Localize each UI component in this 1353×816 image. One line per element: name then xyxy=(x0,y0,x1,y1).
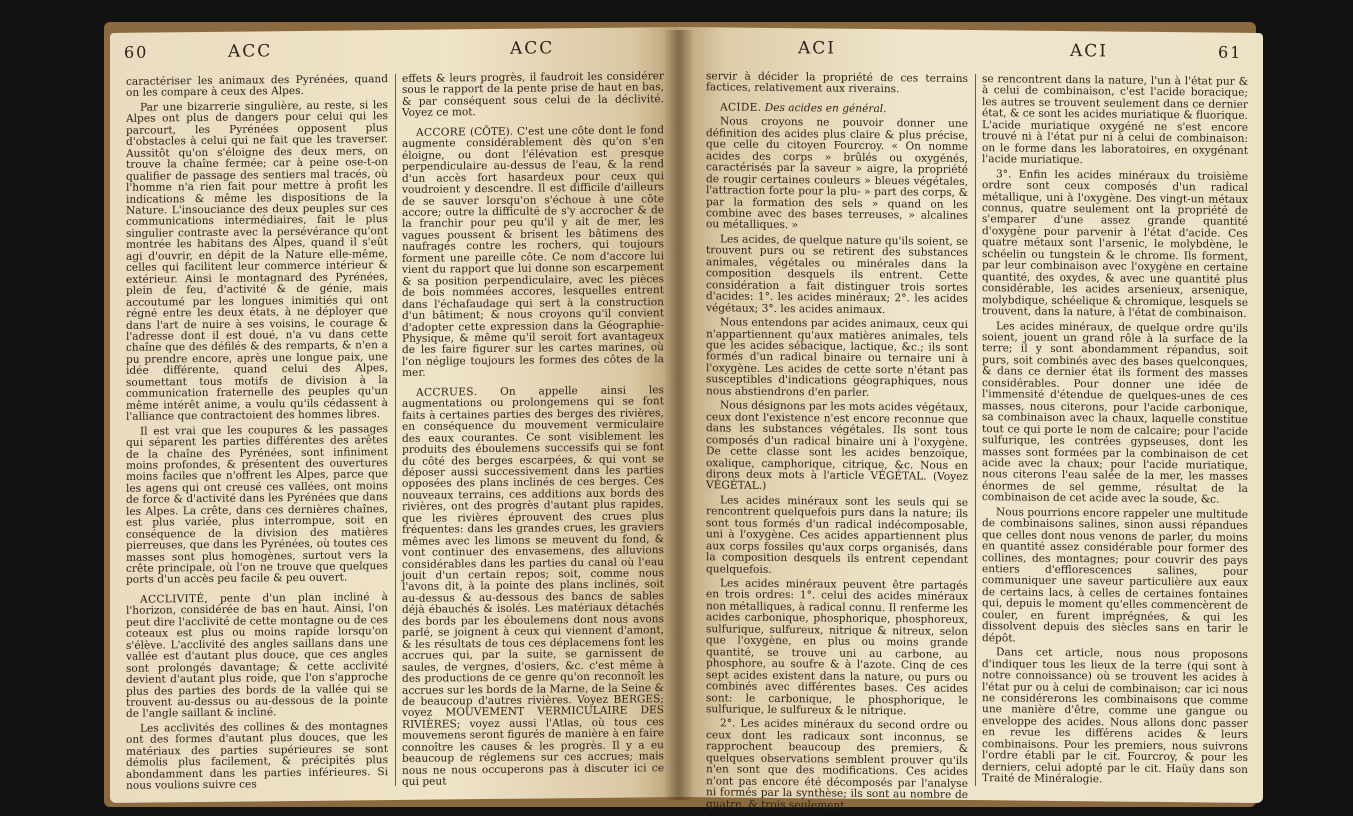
paragraph: Nous désignons par les mots acides végétaux, ceux dont l'existence n'est encore reconnue que dans les substances végétales. Ils sont tous composés d'un radical binaire uni à l'oxygène. De cette classe sont les acides benzoïque, oxalique, camphorique, citrique, &c. Nous en dirons deux mots à l'article VÉGÉTAL. (Voyez VÉGÉTAL.) xyxy=(706,399,968,493)
right-page xyxy=(678,27,1263,812)
paragraph: 2°. Les acides minéraux du second ordre ou ceux dont les radicaux sont inconnus, se rapprochent beaucoup des premiers, & quelques observations semblent prouver qu'ils n'en sont que des modifications. Ces acides n'ont pas encore été décomposés par l'analyse ni formés par la synthèse; ils sont au nombre de quatre, & trois seulement xyxy=(706,717,968,812)
paragraph: effets & leurs progrès, il faudroit les considérer sous le rapport de la pente prise de haut en bas, & par conséquent sous celui de la déclivité. Voyez ce mot. xyxy=(402,70,664,120)
entry-acide xyxy=(706,102,968,116)
entry-term: ACCLIVITÉ xyxy=(140,592,205,606)
paragraph: Par une bizarrerie singulière, au reste, si les Alpes ont plus de dangers pour celui qui les parcourt, les Pyrénées opposent plus d'obstacles à celui qui ne fait que les traverser. Aussitôt qu'on s'éloigne des deux mers, on trouve la chaîne fermée; car à peine ose-t-on qualifier de passage des sentiers mal tracés, où l'homme n'a rien fait pour mettre à profit les indications & même les dispositions de la Nature. L'insouciance des deux peuples sur ces communications intermédiaires, fait le plus singulier contraste avec la persévérance qu'ont montrée les habitans des Alpes, quand il s'eût agi d'ouvrir, en dépit de la Nature elle-même, celles qui facilitent leur commerce intérieur & extérieur. Ainsi le montagnard des Pyrénées, plein de feu, d'activité & de génie, mais accoutumé par les longues inimitiés qui ont régné entre les deux états, à ne déployer que dans l'art de nuire à ses voisins, le courage & l'adresse dont il est doué, n'a vu dans cette chaîne que des défilés & des remparts, & n'en a pu prendre encore, après une longue paix, une idée différente, quand celui des Alpes, soumettant tous motifs de division à la communication fraternelle des peuples qu'un même intérêt anime, a voulu qu'ils cédassent à l'alliance que contractoient des hommes libres. xyxy=(126,98,388,423)
entry-accore xyxy=(402,125,664,380)
entry-subtitle: Des acides en général. xyxy=(764,101,887,116)
running-head-right: ACI xyxy=(1070,41,1108,62)
right-page-column-1 xyxy=(706,70,968,812)
entry-accrues xyxy=(402,385,664,789)
right-page-column-2 xyxy=(982,74,1248,789)
paragraph: Nous pourrions encore rappeler une multitude de combinaisons salines, sinon aussi répandues que celles dont nous venons de parler, du moins en quantité assez considérable pour former des collines, des montagnes; pour couvrir des pays entiers d'efflorescences salines, pour communiquer une saveur particulière aux eaux de certains lacs, à celles de certaines fontaines qui, depuis le moment qu'elles commencèrent de couler, en furent imprégnées, & qui les dissolvent depuis des siècles sans en tarir le dépôt. xyxy=(982,506,1248,645)
entry-acclivite xyxy=(126,592,388,721)
running-head-right: ACC xyxy=(510,38,555,59)
column-rule xyxy=(975,74,976,786)
entry-term: ACCRUES xyxy=(416,385,474,399)
left-page-column-2 xyxy=(402,70,664,789)
right-page-header xyxy=(678,35,1263,69)
paragraph: Les acides minéraux, de quelque ordre qu'ils soient, jouent un grand rôle à la surface de la terre; il y sont abondamment répandus, soit purs, soit combinés avec des bases quelconques, & dans ce dernier état ils forment des masses considérables. Pour donner une idée de l'immensité d'étendue de quelques-unes de ces masses, nous citerons, pour l'acide carbonique, sa combinaison avec la chaux, laquelle constitue tout ce qui porte le nom de calcaire; pour l'acide sulfurique, les contrées gypseuses, dont les masses sont formées par la combinaison de cet acide avec la chaux; pour l'acide muriatique, nous citerons l'eau salée de la mer, les masses énormes de sel gemme, résultat de la combinaison de cet acide avec la soude, &c. xyxy=(982,319,1248,506)
entry-text: , pente d'un plan incliné à l'horizon, considérée de bas en haut. Ainsi, l'on peut dire l'acclivité de cette montagne ou de ces coteaux est plus ou moins rapide lorsqu'on s'élève. L'acclivité des angles saillans dans une vallée est d'autant plus douce, que ces angles sont prolongés davantage; & cette acclivité devient d'autant plus roide, que l'on s'approche plus des parties des bords de la vallée qui se trouvent au-dessus ou au-dessous de la pointe de l'angle saillant & incliné. xyxy=(126,591,388,721)
paragraph: Dans cet article, nous nous proposons d'indiquer tous les lieux de la terre (qui sont à notre connoissance) où se trouvent les acides à l'état pur ou à celui de combinaison; car ici nous ne considérerons les combinaisons que comme une manière d'être, comme une gangue ou enveloppe des acides. Nous allons donc passer en revue les différens acides & leurs combinaisons. Pour les premiers, nous suivrons l'ordre établi par le cit. Fourcroy, & pour les derniers, celui adopté par le cit. Haüy dans son Traité de Minéralogie. xyxy=(982,646,1248,786)
left-page-header xyxy=(110,35,680,69)
entry-text: . On appelle ainsi les augmentations ou prolongemens qui se font faits à certaines parties des berges des rivières, en conséquence du mouvement vermiculaire des eaux courantes. Ce sont visiblement les produits des éboulemens successifs qui se font du côté des berges escarpées, & qui vont se déposer aussi successivement dans les parties opposées des plans inclinés de ces berges. Ces nouveaux terrains, ces additions aux bords des rivières, ont des progrès d'autant plus rapides, que les rivières éprouvent des crues plus fréquentes: dans les grandes crues, les graviers mêmes avec les limons se meuvent du fond, & vont continuer des envasemens, des alluvions considérables dans les parties du canal où l'eau jouit d'un certain repos; soit, comme nous l'avons dit, à la pointe des plans inclinés, soit au-dessus & au-dessous des bancs de sables déjà ébauchés & isolés. Les matériaux détachés des bords par les éboulemens dont nous avons parlé, se joignent à ceux qui viennent d'amont, & les résultats de tous ces déplacemens font les accrues qui, par la suite, se garnissent de saules, de vergnes, d'osiers, &c. c'est même à des productions de ce genre qu'on reconnoît les accrues sur les bords de la Marne, de la Seine & de beaucoup d'autres rivières. Voyez BERGES; voyez MOUVEMENT VERMICULAIRE DES RIVIÈRES; voyez aussi l'Atlas, où tous ces mouvemens seront figurés de manière à en faire connoître les causes & les progrès. Il y a eu beaucoup de réglemens sur ces accrues; mais nous ne nous occuperons pas à discuter ici ce qui peut xyxy=(402,383,664,789)
left-page-column-1 xyxy=(126,73,388,793)
paragraph: Les acclivités des collines & des montagnes ont des formes d'autant plus douces, que les matériaux des parties supérieures se sont démolis plus facilement, & précipités plus abondamment dans les parties inférieures. Si nous voulions suivre ces xyxy=(126,719,388,793)
paragraph: Nous entendons par acides animaux, ceux qui n'appartiennent qu'aux matières animales, tels que les acides sébacique, lactique, &c.; ils sont formés d'un radical binaire ou ternaire uni à l'oxygène. Les acides de cette sorte n'étant pas susceptibles d'indications géographiques, nous nous abstiendrons d'en parler. xyxy=(706,316,968,399)
entry-text: (CÔTE). C'est une côte dont le fond augmente considérablement dès qu'on s'en éloigne, ou dont l'élévation est presque perpendiculaire au-dessus de l'eau, & la rend d'un accès fort hasardeux pour ceux qui voudroient y descendre. Il est difficile d'ailleurs de se sauver lorsqu'on s'échoue à une côte accore; outre la difficulté de s'y accrocher & de la franchir pour peu qu'il y ait de mer, les vagues poussent & brisent les bâtimens des naufragés contre les rochers, qui toujours forment une pareille côte. Ce nom d'accore lui vient du rapport que lui donne son escarpement & sa position perpendiculaire, avec les pièces de bois nommées accores, lesquelles entrent dans l'échafaudage qui sert à la construction d'un bâtiment; & nous croyons qu'il convient d'adopter cette expression dans la Géographie-Physique, & même qu'il seroit fort avantageux de les faire figurer sur les cartes marines, où l'on néglige toujours les formes des côtes de la mer. xyxy=(402,123,664,380)
paragraph: Les acides minéraux peuvent être partagés en trois ordres: 1°. celui des acides minéraux non métalliques, à radical connu. Il renferme les acides carbonique, phosphorique, phosphoreux, sulfurique, sulfureux, nitrique & nitreux, selon que l'oxygène, en plus ou moins grande quantité, se trouve uni au carbone, au phosphore, au soufre & à l'azote. Cinq de ces sept acides existent dans la nature, ou purs ou combinés avec différentes bases. Ces acides sont: le carbonique, le phosphorique, le sulfurique, le sulfureux & le nitrique. xyxy=(706,577,968,718)
running-head-left: ACI xyxy=(798,38,836,59)
entry-term: ACCORE xyxy=(416,126,467,139)
book-gutter xyxy=(664,30,694,800)
paragraph: servir à décider la propriété de ces terrains factices, relativement aux riverains. xyxy=(706,70,968,96)
entry-term: ACIDE. xyxy=(720,101,762,114)
paragraph: Nous croyons ne pouvoir donner une définition des acides plus claire & plus précise, que celle du citoyen Fourcroy. « On nomme acides des corps » brûlés ou oxygénés, caractérisés par la saveur » aigre, la propriété de rougir certaines couleurs » bleues végétales, l'attraction forte pour la plu- » part des corps, & par la formation des sels » quand on les combine avec des bases terreuses, » alcalines ou métalliques. » xyxy=(706,115,968,232)
paragraph: Les acides, de quelque nature qu'ils soient, se trouvent purs ou se retirent des substances animales, végétales ou minérales dans la composition desquels ils entrent. Cette considération a fait distinguer trois sortes d'acides: 1°. les acides minéraux; 2°. les acides végétaux; 3°. les acides animaux. xyxy=(706,233,968,316)
column-rule xyxy=(395,74,396,786)
paragraph: 3°. Enfin les acides minéraux du troisième ordre sont ceux composés d'un radical métallique, uni à l'oxygène. Des vingt-un métaux connus, quatre seulement ont la propriété de s'emparer d'une assez grande quantité d'oxygène pour parvenir à l'état d'acide. Ces quatre métaux sont l'arsenic, le molybdène, le schéelin ou tungstein & le chrome. Ils forment, par leur combinaison avec l'oxygène en certaine quantité, des oxydes, & avec une quantité plus considérable, les acides arsenieux, arsenique, molybdique, schéelique & chromique, lesquels se trouvent, dans la nature, à l'état de combinaison. xyxy=(982,167,1249,320)
paragraph: se rencontrent dans la nature, l'un à l'état pur & à celui de combinaison, c'est l'acide boracique; les autres se trouvent seulement dans ce dernier état, & ce sont les acides muriatique & fluorique. L'acide muriatique oxygéné ne s'est encore trouvé ni à l'état pur ni à celui de combinaison: on le forme dans les laboratoires, en oxygénant l'acide muriatique. xyxy=(982,73,1248,167)
paragraph: Les acides minéraux sont les seuls qui se rencontrent quelquefois purs dans la nature; ils sont tous formés d'un radical indécomposable, uni à l'oxygène. Ces acides appartiennent plus aux corps fossiles qu'aux corps organisés, dans la composition desquels ils entrent cependant quelquefois. xyxy=(706,494,968,576)
left-page xyxy=(110,27,680,803)
paragraph: Il est vrai que les coupures & les passages qui séparent les parties différentes des arêtes de la chaîne des Pyrénées, sont infiniment moins profondes, & présentent des ouvertures moins faciles que n'offrent les Alpes, parce que les agens qui ont creusé ces vallées, ont moins de force & d'activité dans les Pyrénées que dans les Alpes. La crête, dans ces dernières chaînes, est plus variée, plus interrompue, soit en conséquence de la division des matières pierreuses, que dans les Pyrénées, où toutes ces masses sont plus homogènes, surtout vers la crête principale, où l'on ne trouve que quelques ports d'un accès peu facile & peu ouvert. xyxy=(126,422,388,587)
paragraph: caractériser les animaux des Pyrénées, quand on les compare à ceux des Alpes. xyxy=(126,73,388,100)
page-number: 60 xyxy=(124,42,149,62)
running-head-left: ACC xyxy=(228,41,273,62)
page-number: 61 xyxy=(1218,42,1243,62)
